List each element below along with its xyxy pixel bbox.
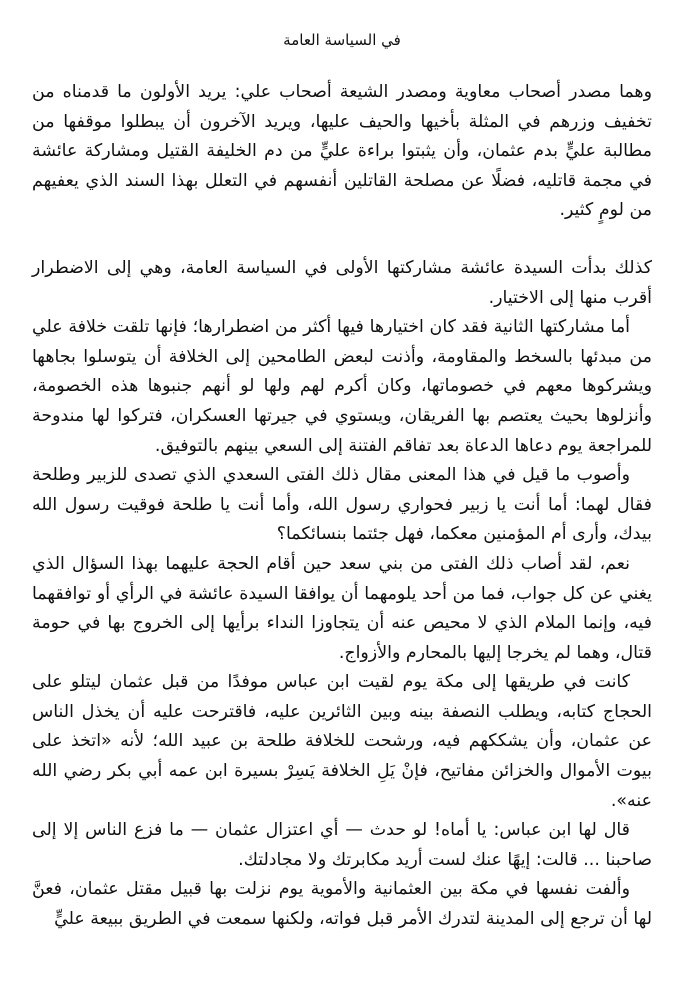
paragraph-6: كانت في طريقها إلى مكة يوم لقيت ابن عباس موفدًا من قبل عثمان ليتلو على الحجاج كتابه، ويطلب النصفة بينه وبين الثائرين عليه، فاقترحت عليه أن يخذل الناس عن عثمان، وأن يشككهم فيه، ورشحت للخلافة طلحة بن عبيد الله؛ لأنه «اتخذ على بيوت الأموال والخزائن مفاتيح، فإنْ يَلِ الخلافة يَسِرْ بسيرة ابن عمه أبي بكر رضي الله عنه». [32, 672, 652, 811]
paragraph-8: وألفت نفسها في مكة بين العثمانية والأموية يوم نزلت بها قبيل مقتل عثمان، فعنَّ لها أن ترجع إلى المدينة لتدرك الأمر قبل فواته، ولكنها سمعت في الطريق ببيعة عليٍّ [32, 879, 652, 930]
running-header: في السياسة العامة [283, 31, 401, 49]
paragraph-5: نعم، لقد أصاب ذلك الفتى من بني سعد حين أقام الحجة عليهما بهذا السؤال الذي يغني عن كل جواب، فما من أحد يلومهما أن يوافقا السيدة عائشة في الرأي أو توافقهما فيه، وإنما الملام الذي لا محيص عنه أن يتجاوزا النداء برأيها إلى الخروج بها في حومة قتال، وهما لم يخرجا إليها بالمحارم والأزواج. [32, 553, 652, 663]
paragraph-1: وهما مصدر أصحاب معاوية ومصدر الشيعة أصحاب علي: يريد الأولون ما قدمناه من تخفيف وزرهم في المثلة بأخيها والحيف عليها، ويريد الآخرون أن يبطلوا موقفها من مطالبة عليٍّ بدم عثمان، وأن يثبتوا براءة عليٍّ من دم الخليفة القتيل ومشاركة عائشة في مجمة قاتليه، فضلًا عن مصلحة القاتلين أنفسهم في التعلل بهذا السند الذي يعفيهم من لومٍ كثير. [32, 82, 652, 221]
paragraph-4: وأصوب ما قيل في هذا المعنى مقال ذلك الفتى السعدي الذي تصدى للزبير وطلحة فقال لهما: أما أنت يا زبير فحواري رسول الله، وأما أنت يا طلحة فوقيت رسول الله بيدك، وأرى أم المؤمنين معكما، فهل جئتما بنسائكما؟ [32, 465, 652, 545]
paragraph-2: كذلك بدأت السيدة عائشة مشاركتها الأولى في السياسة العامة، وهي إلى الاضطرار أقرب منها إلى الاختيار. [32, 257, 652, 308]
paragraph-7: قال لها ابن عباس: يا أماه! لو حدث — أي اعتزال عثمان — ما فزع الناس إلا إلى صاحبنا ... قالت: إيهًا عنك لست أريد مكابرتك ولا مجادلتك. [32, 820, 652, 870]
paragraph-3: أما مشاركتها الثانية فقد كان اختيارها فيها أكثر من اضطرارها؛ فإنها تلقت خلافة علي من مبدئها بالسخط والمقاومة، وأذنت لبعض الطامحين إلى الخلافة أن يتوسلوا بجاهها ويشركوها معهم في خصوماتها، وكان أكرم لهم ولها لو أنهم جنبوها هذه الخصومة، وأنزلوها بحيث يعتصم بها الفريقان، ويستوي في جيرتها العسكران، فتركوا لها مندوحة للمراجعة يوم دعاها الدعاة بعد تفاقم الفتنة إلى السعي بينهم بالتوفيق. [32, 317, 652, 456]
